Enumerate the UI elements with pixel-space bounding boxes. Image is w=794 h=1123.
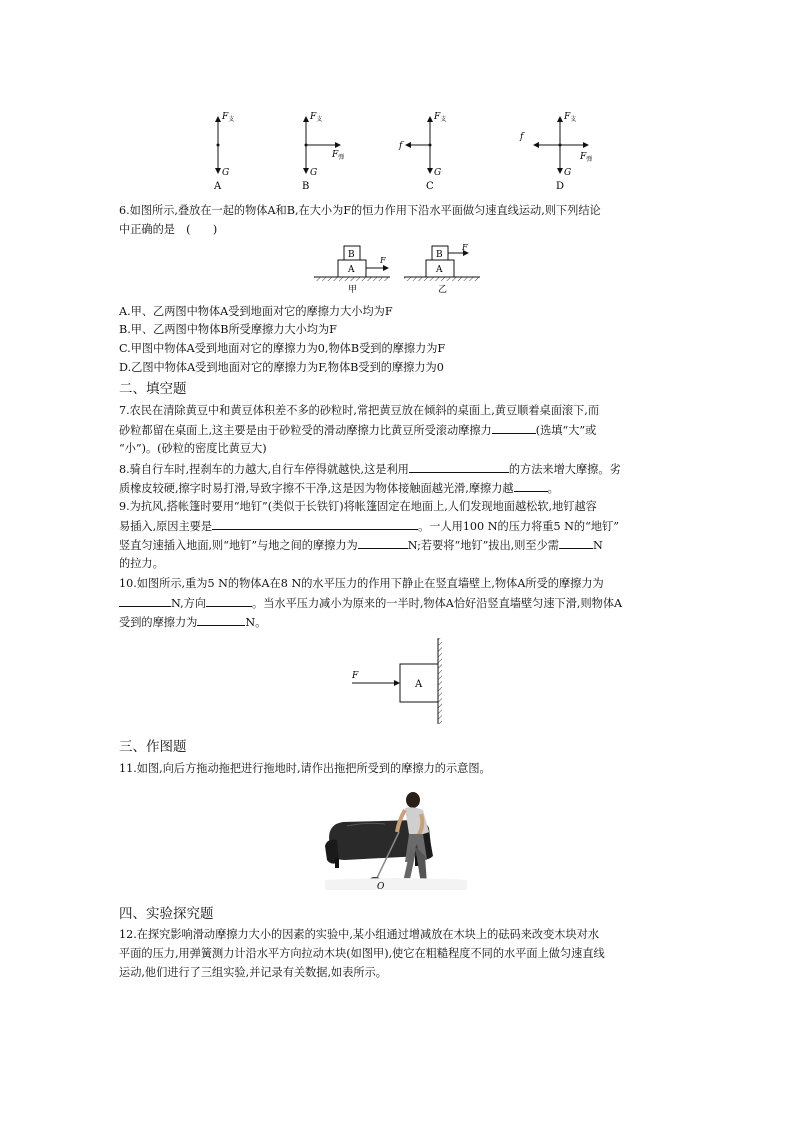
q10-text-line1: 10.如图所示,重为5 N的物体A在8 N的水平压力的作用下静止在竖直墙壁上,物体A所受的摩擦力为 (119, 577, 604, 590)
svg-text:f: f (520, 132, 524, 142)
q12-text-line2: 平面的压力,用弹簧测力计沿水平方向拉动木块(如图甲),使它在粗糙程度不同的水平面上做匀速直线 (119, 947, 605, 960)
force-diagram-d (519, 112, 592, 192)
svg-text:F弹: $F_弹$ (580, 152, 593, 163)
svg-text:B: B (436, 250, 443, 260)
force-diagram-a (213, 112, 234, 192)
q8-text-line2: 质橡皮较硬,擦字时易打滑,导致字擦不干净,这是因为物体接触面越光滑,摩擦力越 。 (119, 479, 559, 498)
diagram-label-b: B (302, 181, 310, 192)
q9-text-line2: 易插入,原因主要是 。一人用100 N的压力将重5 N的“地钉” (119, 517, 619, 536)
section-title-drawing: 三、作图题 (119, 739, 187, 755)
svg-text:F支: $F_支$ (310, 112, 323, 123)
q10-text-line3: 受到的摩擦力为 N。 (119, 613, 266, 632)
q8-answer-blank-2[interactable] (514, 479, 548, 492)
q10-text-line2: N,方向 。当水平压力减小为原来的一半时,物体A恰好沿竖直墙壁匀速下滑,则物体A (119, 594, 622, 613)
caption-yi: 乙 (438, 285, 448, 294)
q10-block-label: A (415, 679, 423, 690)
q10-force-label: F (352, 671, 359, 681)
q9-text-line3: 竖直匀速插入地面,则“地钉”与地之间的摩擦力为 N;若要将“地钉”拔出,则至少需 N (119, 536, 603, 555)
force-gravity-label: G (222, 168, 230, 178)
svg-text:f: f (399, 141, 403, 151)
svg-text:F支: $F_支$ (564, 112, 577, 123)
q10-answer-blank-3[interactable] (197, 613, 245, 626)
svg-text:F: F (380, 256, 386, 265)
q7-text-line2: 砂粒都留在桌面上,这主要是由于砂粒受的滑动摩擦力比黄豆所受滚动摩擦力 (选填“大”或 (119, 421, 596, 440)
q7-answer-blank[interactable] (492, 421, 536, 434)
q9-answer-blank-1[interactable] (212, 517, 418, 530)
svg-text:F: F (462, 243, 468, 252)
section-title-fill-in: 二、填空题 (119, 381, 187, 397)
q6-option-d: D.乙图中物体A受到地面对它的摩擦力为F,物体B受到的摩擦力为0 (119, 361, 444, 374)
q7-text-line1: 7.农民在清除黄豆中和黄豆体积差不多的砂粒时,常把黄豆放在倾斜的桌面上,黄豆顺着桌面滚下,而 (119, 404, 600, 417)
q12-text-line1: 12.在探究影响滑动摩擦力大小的因素的实验中,某小组通过增减放在木块上的砝码来改变木块对水 (119, 928, 600, 941)
q9-answer-blank-2[interactable] (358, 536, 408, 549)
q9-answer-blank-3[interactable] (559, 536, 593, 549)
svg-text:F支: $F_支$ (434, 112, 447, 123)
q12-text-line3: 运动,他们进行了三组实验,并记录有关数据,如表所示。 (119, 966, 387, 979)
q11-text-line1: 11.如图,向后方拖动拖把进行拖地时,请作出拖把所受到的摩擦力的示意图。 (119, 762, 491, 775)
section-title-experiment: 四、实验探究题 (119, 906, 214, 922)
q6-text-line2: 中正确的是 ( ) (119, 223, 218, 236)
figure-jia (314, 246, 390, 294)
q9-text-line1: 9.为抗风,搭帐篷时要用“地钉”(类似于长铁钉)将帐篷固定在地面上,人们发现地面越松软,地钉越容 (119, 500, 597, 513)
svg-text:F弹: $F_弹$ (332, 150, 345, 161)
force-diagrams (190, 105, 610, 197)
q6-option-a: A.甲、乙两图中物体A受到地面对它的摩擦力大小均为F (119, 305, 393, 318)
svg-text:G: G (564, 168, 572, 178)
force-diagram-c (398, 112, 446, 192)
q9-text-line4: 的拉力。 (119, 557, 164, 570)
caption-jia: 甲 (348, 285, 358, 294)
svg-text:B: B (348, 250, 355, 260)
svg-text:G: G (310, 168, 318, 178)
svg-text:G: G (434, 168, 442, 178)
force-support-label: F (222, 112, 229, 122)
force-diagram-b (302, 112, 344, 192)
q6-option-b: B.甲、乙两图中物体B所受摩擦力大小均为F (119, 323, 337, 336)
q6-option-c: C.甲图中物体A受到地面对它的摩擦力为0,物体B受到的摩擦力为F (119, 342, 446, 355)
q10-answer-blank-2[interactable] (206, 594, 252, 607)
svg-text:A: A (348, 265, 355, 275)
q11-point-label: O (377, 882, 385, 890)
q8-text-line1: 8.骑自行车时,捏刹车的力越大,自行车停得就越快,这是利用 的方法来增大摩擦。劣 (119, 460, 621, 479)
q7-text-line3: “小”)。(砂粒的密度比黄豆大) (119, 442, 267, 455)
svg-text:A: A (436, 265, 443, 275)
q6-text-line1: 6.如图所示,叠放在一起的物体A和B,在大小为F的恒力作用下沿水平面做匀速直线运动,则下列结论 (119, 204, 601, 217)
diagram-label-c: C (426, 181, 434, 192)
mopping-photo (325, 786, 467, 890)
svg-text:F支: $F_支$ (222, 112, 235, 123)
diagram-label-d: D (556, 181, 565, 192)
diagram-label-a: A (214, 181, 222, 192)
q10-figure (340, 636, 450, 726)
q6-figure (310, 242, 490, 294)
figure-yi (404, 243, 480, 294)
q10-answer-blank-1[interactable] (119, 594, 171, 607)
q8-answer-blank-1[interactable] (409, 460, 509, 473)
